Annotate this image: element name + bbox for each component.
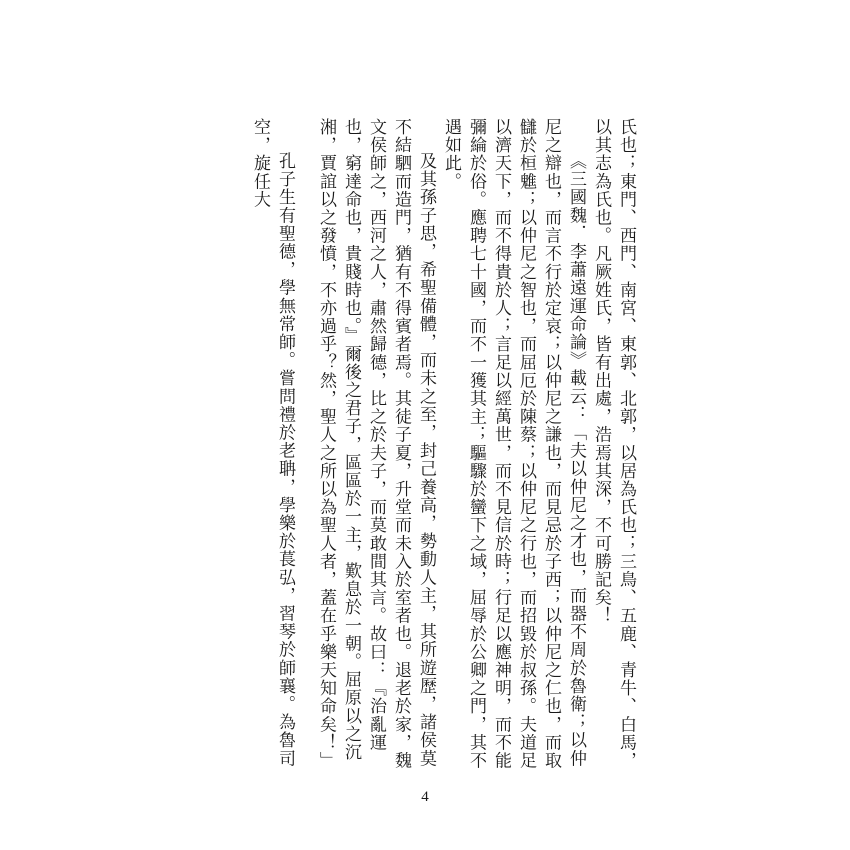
- paragraph-confucius: 孔子生有聖德，學無常師。嘗問禮於老聃，學樂於萇弘，習琴於師襄。為魯司空，旋任大: [250, 118, 295, 768]
- paragraph-zisi: 及其孫子思，希聖備體，而未之至，封己養高，勢動人主，其所遊歷，諸侯莫不結駟而造門，猶有不得賓者焉。其徒子夏，升堂而未入於室者也。退老於家，魏文侯師之，西河之人，肅然歸德，比之於夫子，而莫敢間其言。故曰：『治亂運也，窮達命也，貴賤時也。』爾後之君子，區區於一主，歎息於一朝。屈原以之沉湘，賈誼以之發憤，不亦過乎？然，聖人之所以為聖人者，蓋在乎樂天知命矣！」: [316, 118, 436, 770]
- page-number: 4: [421, 789, 429, 805]
- paragraph-surnames: 氏也；東門、西門、南宮、東郭、北郭，以居為氏也；三鳥、五鹿、青牛、白馬，以其志為氏也。凡厥姓氏，皆有出處，浩焉其深，不可勝記矣！: [591, 118, 636, 770]
- vertical-text-body: [247, 118, 638, 778]
- paragraph-yunming-lun: 《三國魏．李蕭遠運命論》載云：「夫以仲尼之才也，而器不周於魯衛；以仲尼之辯也，而言不行於定哀；以仲尼之謙也，而見忌於子西；以仲尼之仁也，而取讎於桓魋；以仲尼之智也，而屈厄於陳蔡；以仲尼之行也，而招毀於叔孫。夫道足以濟天下，而不得貴於人；言足以經萬世，而不見信於時；行足以應神明，而不能彌綸於俗。應聘七十國，而不一獲其主；驅驟於蠻下之域，屈辱於公卿之門，其不遇如此。: [441, 118, 586, 770]
